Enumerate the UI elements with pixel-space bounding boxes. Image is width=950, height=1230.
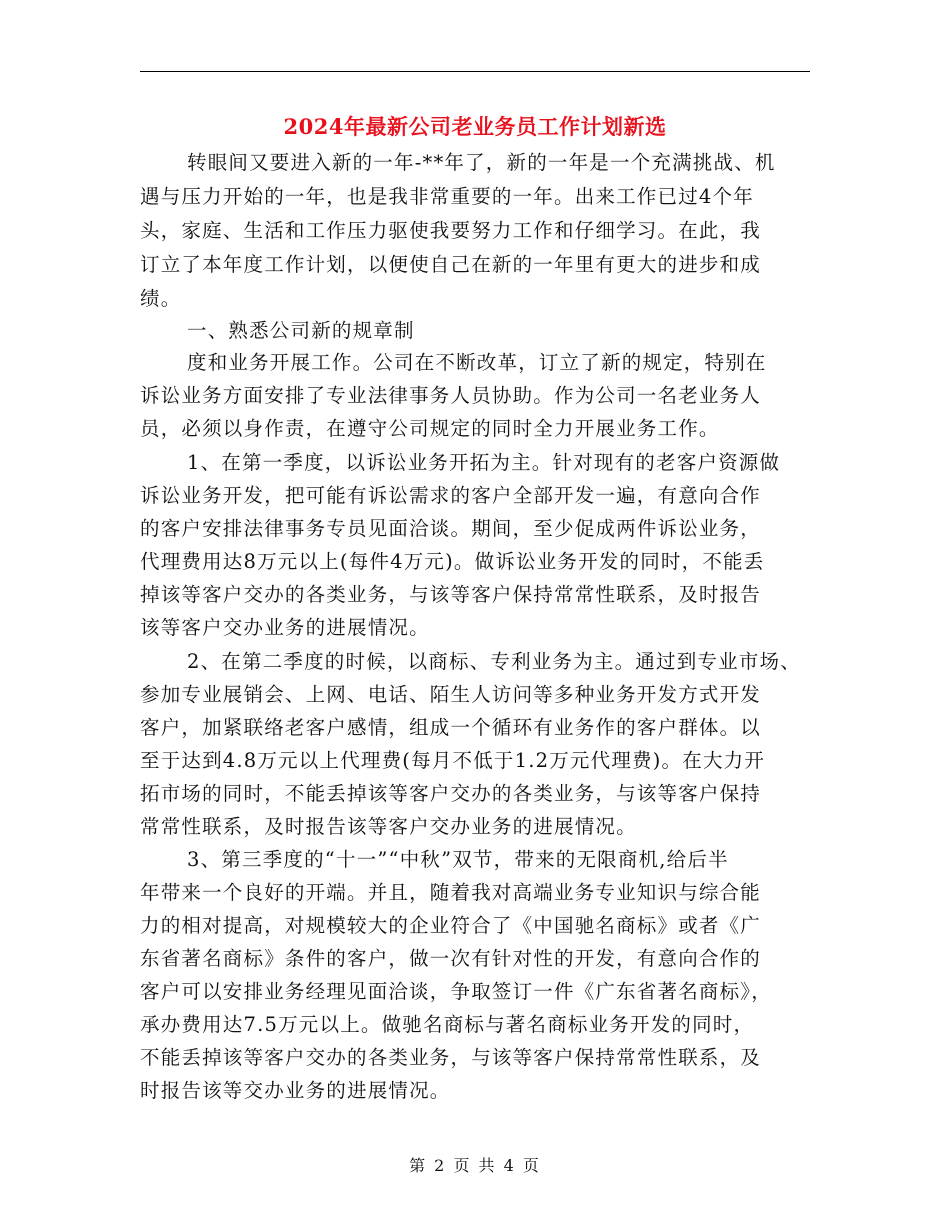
section-heading: 一、熟悉公司新的规章制 — [187, 319, 415, 342]
body-line: 客户，加紧联络老客户感情，组成一个循环有业务作的客户群体。以 — [140, 716, 762, 739]
body-line: 诉讼业务方面安排了专业法律事务人员协助。作为公司一名老业务人 — [140, 384, 762, 407]
body-line: 参加专业展销会、上网、电话、陌生人访问等多种业务开发方式开发 — [140, 683, 762, 706]
body-line: 代理费用达8万元以上(每件4万元)。做诉讼业务开发的同时，不能丢 — [140, 550, 765, 573]
body-line: 1、在第一季度，以诉讼业务开拓为主。针对现有的老客户资源做 — [187, 451, 781, 474]
body-line: 掉该等客户交办的各类业务，与该等客户保持常常性联系，及时报告 — [140, 583, 762, 606]
body-line: 该等客户交办业务的进展情况。 — [140, 616, 430, 639]
body-line: 遇与压力开始的一年，也是我非常重要的一年。出来工作已过4个年 — [140, 185, 754, 208]
document-title: 2024年最新公司老业务员工作计划新选 — [283, 114, 667, 139]
body-line: 员，必须以身作责，在遵守公司规定的同时全力开展业务工作。 — [140, 417, 720, 440]
body-line: 东省著名商标》条件的客户，做一次有针对性的开发，有意向合作的 — [140, 947, 762, 970]
body-line: 诉讼业务开发，把可能有诉讼需求的客户全部开发一遍，有意向合作 — [140, 484, 762, 507]
body-line: 头，家庭、生活和工作压力驱使我要努力工作和仔细学习。在此，我 — [140, 219, 762, 242]
body-line: 2、在第二季度的时候，以商标、专利业务为主。通过到专业市场、 — [187, 650, 801, 673]
header-rule — [140, 71, 810, 72]
body-line: 拓市场的同时，不能丢掉该等客户交办的各类业务，与该等客户保持 — [140, 782, 762, 805]
body-line: 至于达到4.8万元以上代理费(每月不低于1.2万元代理费)。在大力开 — [140, 749, 766, 772]
body-line: 不能丢掉该等客户交办的各类业务，与该等客户保持常常性联系，及 — [140, 1046, 762, 1069]
body-line: 订立了本年度工作计划，以便使自己在新的一年里有更大的进步和成 — [140, 253, 762, 276]
body-line: 常常性联系，及时报告该等客户交办业务的进展情况。 — [140, 815, 637, 838]
body-line: 度和业务开展工作。公司在不断改革，订立了新的规定，特别在 — [187, 351, 767, 374]
body-line: 3、第三季度的“十一”“中秋”双节，带来的无限商机,给后半 — [187, 848, 729, 871]
body-line: 力的相对提高，对规模较大的企业符合了《中国驰名商标》或者《广 — [140, 914, 762, 937]
body-line: 的客户安排法律事务专员见面洽谈。期间，至少促成两件诉讼业务， — [140, 517, 762, 540]
body-line: 时报告该等交办业务的进展情况。 — [140, 1079, 451, 1102]
page-number-footer: 第 2 页 共 4 页 — [409, 1156, 541, 1175]
body-line: 客户可以安排业务经理见面洽谈，争取签订一件《广东省著名商标》， — [140, 980, 772, 1003]
body-line: 转眼间又要进入新的一年-**年了，新的一年是一个充满挑战、机 — [187, 151, 776, 174]
body-line: 绩。 — [140, 287, 182, 310]
body-line: 承办费用达7.5万元以上。做驰名商标与著名商标业务开发的同时， — [140, 1013, 755, 1036]
body-line: 年带来一个良好的开端。并且，随着我对高端业务专业知识与综合能 — [140, 881, 762, 904]
